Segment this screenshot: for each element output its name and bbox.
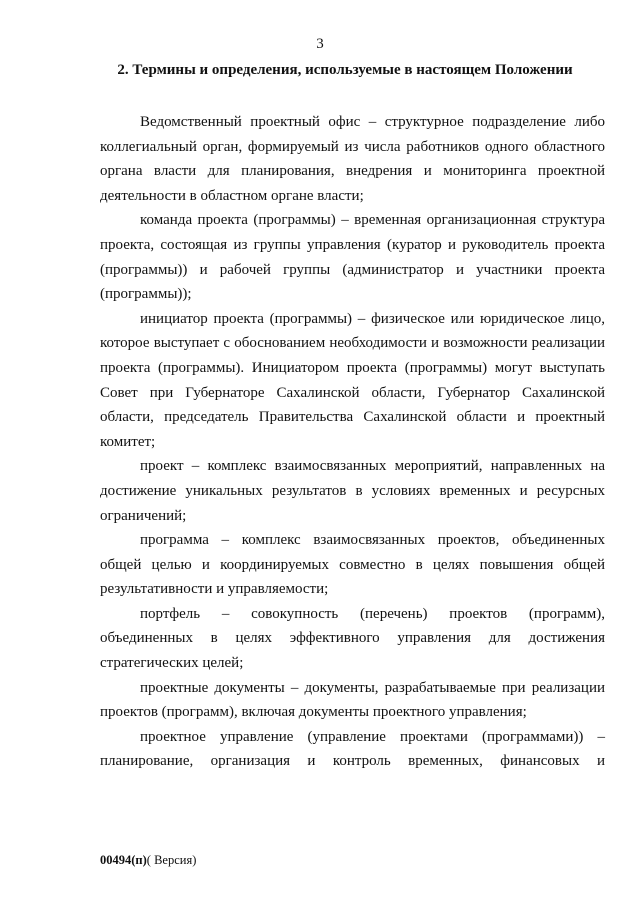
paragraph-portfolio: портфель – совокупность (перечень) проектов (программ), объединенных в целях эффективного управления для достижения стратегических целей;	[100, 605, 605, 672]
paragraph-project-documents: проектные документы – документы, разрабатываемые при реализации проектов (программ), включая документы проектного управления;	[100, 679, 605, 721]
footer-version-label: ( Версия)	[146, 853, 197, 867]
paragraph-project: проект – комплекс взаимосвязанных мероприятий, направленных на достижение уникальных результатов в условиях временных и ресурсных ограничений;	[100, 458, 605, 524]
paragraph-project-initiator: инициатор проекта (программы) – физическое или юридическое лицо, которое выступает с обоснованием необходимости и возможности реализации проекта (программы). Инициатором проекта (программы) могут выступать Совет при Губернаторе Сахалинской области, Губернатор Сахалинской области, председатель Правительства Сахалинской области и проектный комитет;	[100, 310, 605, 450]
paragraph-project-team: команда проекта (программы) – временная организационная структура проекта, состоящая из группы управления (куратор и руководитель проекта (программы)) и рабочей группы (администратор и участники проекта (программы));	[100, 212, 605, 303]
footer-document-code	[100, 853, 196, 868]
footer-code: 00494(п)	[100, 853, 147, 867]
page-number: 3	[316, 36, 324, 52]
paragraph-program: программа – комплекс взаимосвязанных проектов, объединенных общей целью и координируемых совместно в целях повышения общей результативности и управляемости;	[100, 532, 605, 598]
document-body	[100, 110, 605, 774]
paragraph-departmental-project-office: Ведомственный проектный офис – структурное подразделение либо коллегиальный орган, формируемый из числа работников одного областного органа власти для планирования, внедрения и мониторинга проектной деятельности в областном органе власти;	[100, 114, 605, 204]
section-title: 2. Термины и определения, используемые в настоящем Положении	[117, 62, 573, 78]
paragraph-project-management: проектное управление (управление проектами (программами)) – планирование, организация и контроль временных, финансовых и	[100, 728, 605, 770]
